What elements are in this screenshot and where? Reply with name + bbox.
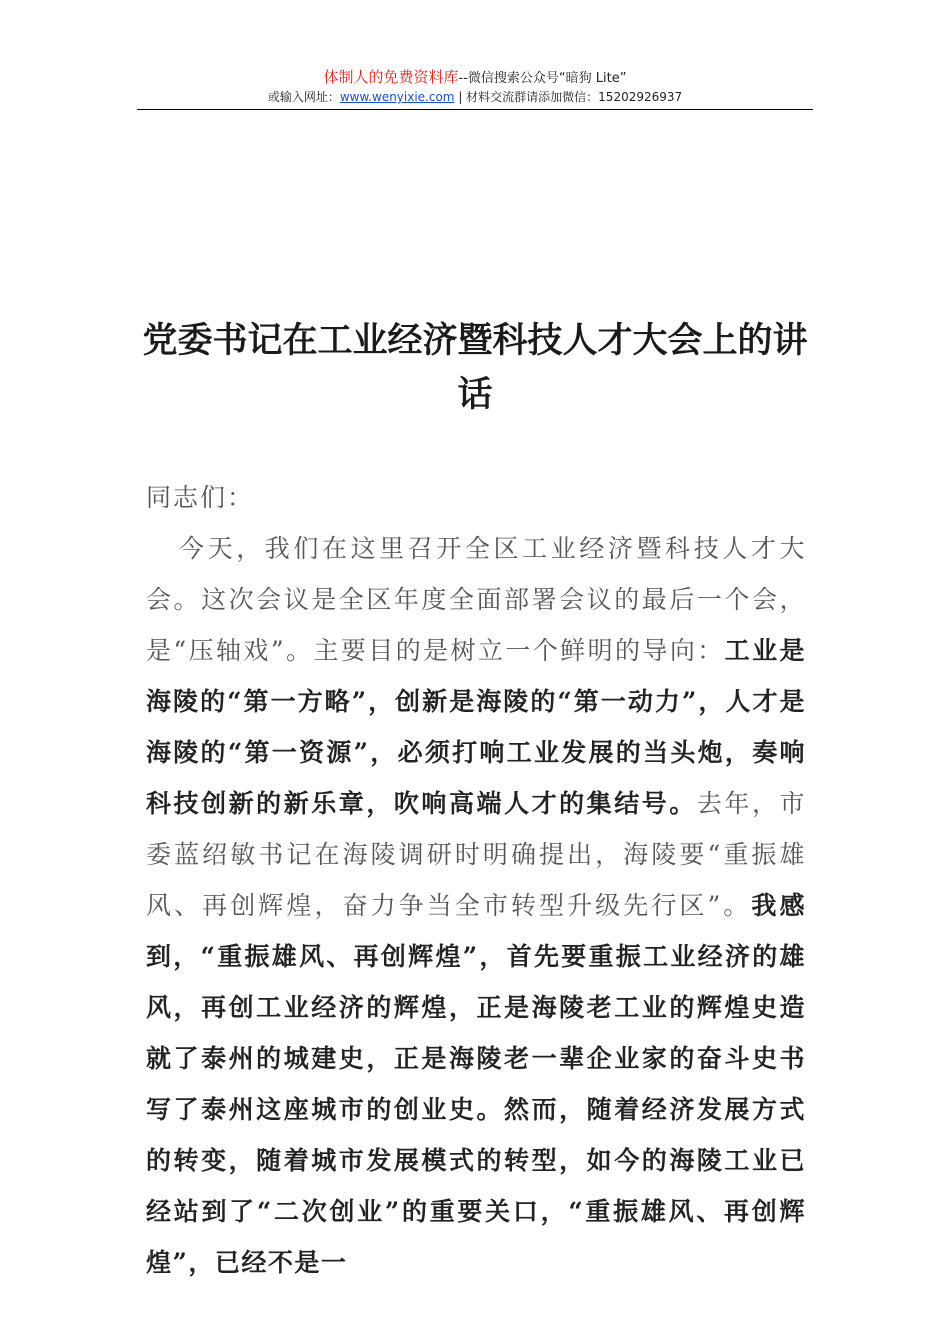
paragraph-run-bold: 工业是海陵的“第一方略”，创新是海陵的“第一动力”，人才是海陵的“第一资源”，必须打响工业发展的当头炮，奏响科技创新的新乐章，吹响高端人才的集结号。 <box>146 636 806 818</box>
header-tagline: --微信搜索公众号“暗狗 Lite” <box>458 71 627 86</box>
paragraph-run-bold: 我感到，“重振雄风、再创辉煌”，首先要重振工业经济的雄风，再创工业经济的辉煌，正是海陵老工业的辉煌史造就了泰州的城建史，正是海陵老一辈企业家的奋斗史书写了泰州这座城市的创业史。然而，随着经济发展方式的转变，随着城市发展模式的转型，如今的海陵工业已经站到了“二次创业”的重要关口，“重振雄风、再创辉煌”，已经不是一 <box>146 891 806 1277</box>
page-header <box>137 68 813 106</box>
header-contact: | 材料交流群请添加微信：15202926937 <box>454 90 683 104</box>
header-brand: 体制人的免费资料库 <box>323 68 459 86</box>
salutation: 同志们： <box>146 483 255 512</box>
paragraph-run: 今天，我们在这里召开全区工业经济暨科技人才大会。这次会议是全区年度全面部署会议的最后一个会，是“压轴戏”。主要目的是树立一个鲜明的导向： <box>146 534 806 665</box>
paragraph <box>146 523 806 1288</box>
header-divider <box>137 109 813 110</box>
document-title: 党委书记在工业经济暨科技人才大会上的讲话 <box>142 320 808 415</box>
document-body <box>146 472 806 1288</box>
header-line-2 <box>137 88 813 106</box>
paragraph-run: 去年，市委蓝绍敏书记在海陵调研时明确提出，海陵要“重振雄风、再创辉煌，奋力争当全市转型升级先行区”。 <box>146 789 806 920</box>
header-url-link[interactable]: www.wenyixie.com <box>339 90 455 104</box>
header-url-prefix: 或输入网址： <box>267 90 340 104</box>
header-line-1 <box>137 68 813 88</box>
